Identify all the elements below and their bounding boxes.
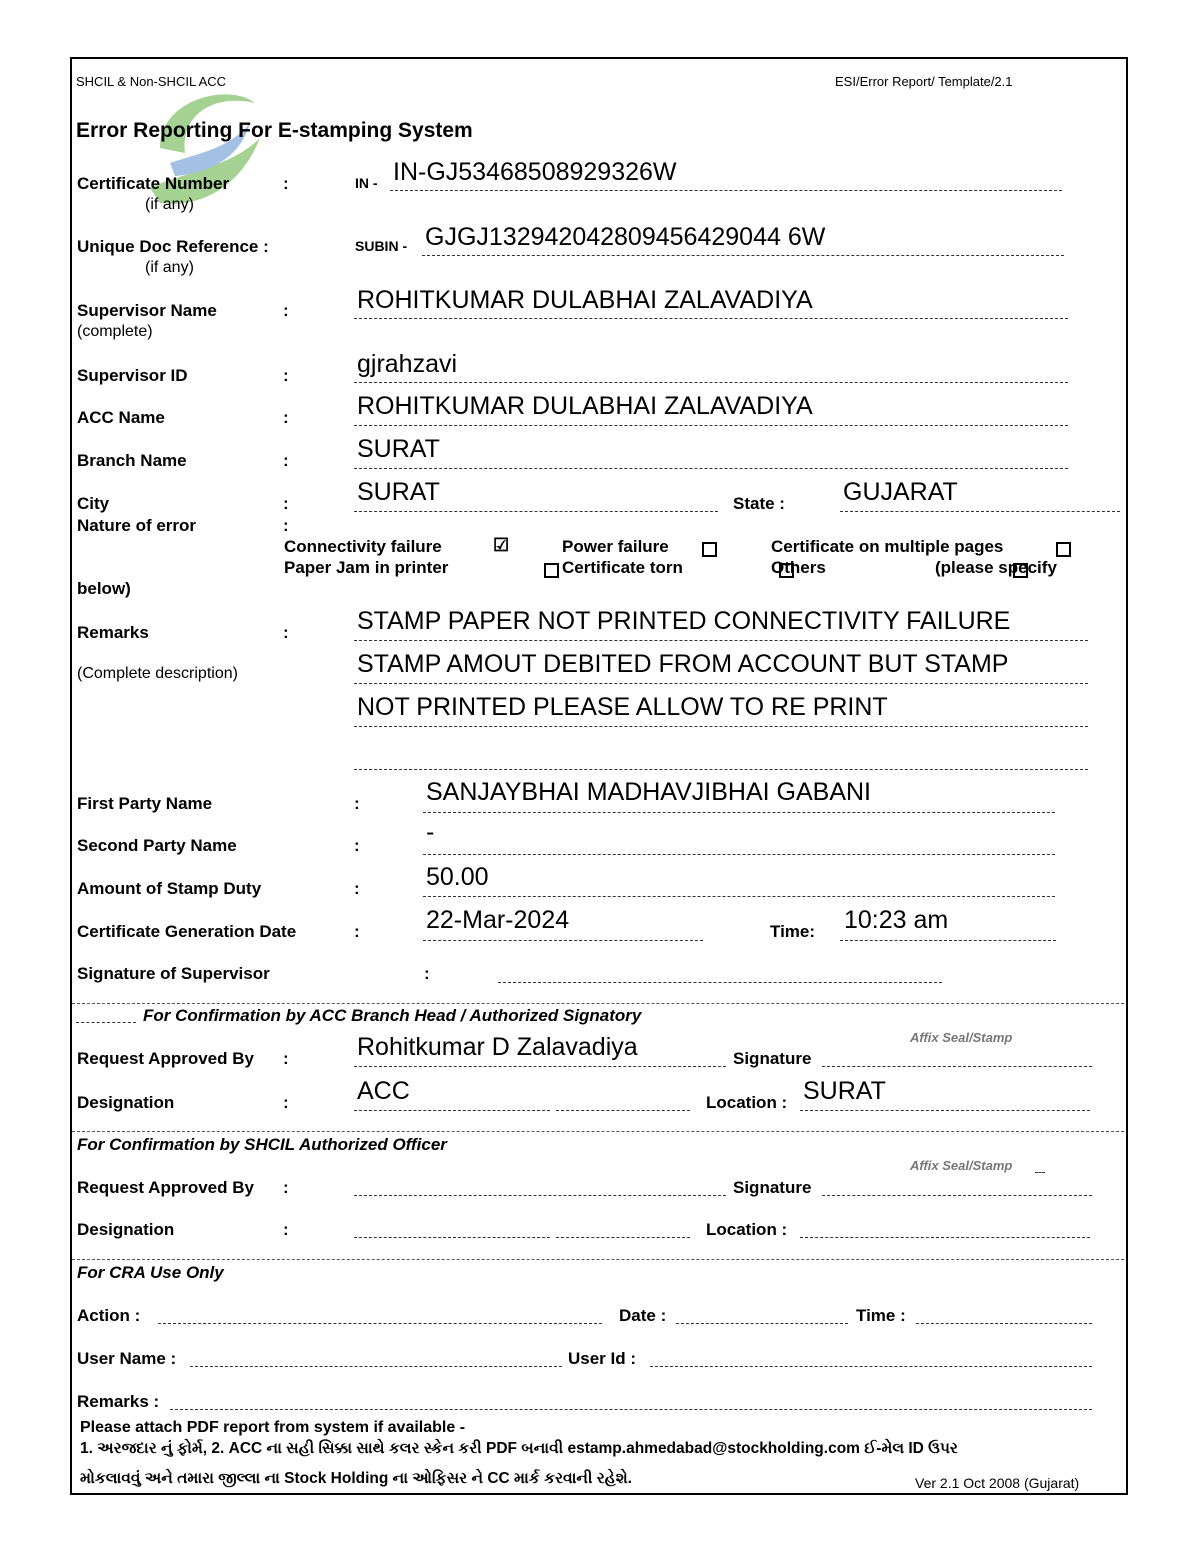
colon: : (424, 964, 430, 983)
header-left: SHCIL & Non-SHCIL ACC (76, 74, 227, 89)
underline (354, 511, 718, 512)
underline (800, 1110, 1090, 1111)
colon: : (283, 516, 289, 535)
version-text: Ver 2.1 Oct 2008 (Gujarat) (915, 1475, 1080, 1491)
cra-action-label: Action : (77, 1306, 141, 1325)
acc-location-value[interactable]: SURAT (803, 1077, 886, 1105)
first-party-value[interactable]: SANJAYBHAI MADHAVJIBHAI GABANI (426, 778, 872, 806)
userid-input[interactable] (650, 1366, 1092, 1367)
underline (354, 1110, 550, 1111)
nature-of-error-label: Nature of error (77, 516, 197, 535)
affix-seal-text: Affix Seal/Stamp (910, 1030, 1013, 1045)
cra-username-label: User Name : (77, 1349, 177, 1368)
branch-name-label: Branch Name (77, 451, 187, 470)
supervisor-name-value[interactable]: ROHITKUMAR DULABHAI ZALAVADIYA (357, 286, 813, 314)
approved-by-input[interactable] (354, 1195, 726, 1196)
supervisor-name-sub: (complete) (77, 323, 153, 340)
underline (354, 382, 1068, 383)
colon: : (283, 301, 289, 320)
acc-designation-label: Designation (77, 1093, 175, 1112)
underline (354, 425, 1068, 426)
time-label: Time: (770, 922, 816, 941)
acc-designation-value[interactable]: ACC (357, 1077, 410, 1105)
underline (354, 683, 1088, 684)
designation-input[interactable] (354, 1237, 550, 1238)
colon: : (283, 494, 289, 513)
option-label: Paper Jam in printer (284, 558, 449, 577)
checked-box-icon[interactable]: ☑ (493, 535, 510, 555)
amount-value[interactable]: 50.00 (426, 863, 489, 891)
others-note: (please specify (935, 558, 1057, 577)
date-input[interactable] (676, 1323, 848, 1324)
underline (354, 769, 1088, 770)
colon: : (283, 1220, 289, 1239)
underline (556, 1237, 690, 1238)
city-value[interactable]: SURAT (357, 478, 440, 506)
colon: : (354, 836, 360, 855)
remarks-line[interactable]: STAMP AMOUT DEBITED FROM ACCOUNT BUT STAMP (357, 650, 1009, 678)
unique-doc-ref-sub: (if any) (145, 259, 194, 276)
in-prefix: IN - (355, 175, 378, 191)
first-party-label: First Party Name (77, 794, 213, 813)
colon: : (283, 366, 289, 385)
remarks-sub: (Complete description) (77, 665, 238, 682)
supervisor-id-value[interactable]: gjrahzavi (357, 350, 458, 378)
supervisor-name-label: Supervisor Name (77, 301, 217, 320)
acc-name-label: ACC Name (77, 408, 165, 427)
acc-approved-value[interactable]: Rohitkumar D Zalavadiya (357, 1033, 638, 1061)
colon: : (283, 174, 289, 193)
attach-note: Please attach PDF report from system if available - (80, 1419, 466, 1436)
cra-heading: For CRA Use Only (77, 1263, 224, 1282)
shcil-approved-label: Request Approved By (77, 1178, 254, 1197)
option-multiple-pages[interactable] (771, 537, 1003, 557)
cra-remarks-label: Remarks : (77, 1392, 160, 1411)
remarks-line[interactable]: NOT PRINTED PLEASE ALLOW TO RE PRINT (357, 693, 888, 721)
acc-signature-label: Signature (733, 1049, 812, 1068)
underline (354, 318, 1068, 319)
colon: : (283, 623, 289, 642)
second-party-value[interactable]: - (426, 818, 435, 846)
option-label: Certificate on multiple pages (771, 537, 1004, 556)
underline (840, 940, 1056, 941)
underline (556, 1110, 690, 1111)
option-label: Certificate torn (562, 558, 683, 577)
acc-location-label: Location : (706, 1093, 788, 1112)
second-party-label: Second Party Name (77, 836, 237, 855)
header-right: ESI/Error Report/ Template/2.1 (835, 74, 1013, 89)
option-label: Connectivity failure (284, 537, 442, 556)
acc-approved-label: Request Approved By (77, 1049, 254, 1068)
remarks-input[interactable] (170, 1409, 1092, 1410)
cra-userid-label: User Id : (568, 1349, 637, 1368)
underline (840, 511, 1120, 512)
generation-date-value[interactable]: 22-Mar-2024 (426, 906, 570, 934)
subin-prefix: SUBIN - (355, 238, 408, 254)
option-label: Others (771, 558, 826, 577)
action-input[interactable] (158, 1323, 602, 1324)
colon: : (283, 1093, 289, 1112)
colon: : (354, 879, 360, 898)
generation-date-label: Certificate Generation Date (77, 922, 297, 941)
cra-time-label: Time : (856, 1306, 906, 1325)
shcil-designation-label: Designation (77, 1220, 175, 1239)
state-value[interactable]: GUJARAT (843, 478, 958, 506)
underline (423, 812, 1055, 813)
underline (354, 1066, 726, 1067)
underline (423, 940, 703, 941)
checkbox-icon[interactable] (702, 542, 717, 557)
time-input[interactable] (916, 1323, 1092, 1324)
underline (390, 190, 1062, 191)
certificate-number-sub: (if any) (145, 196, 194, 213)
username-input[interactable] (190, 1366, 562, 1367)
checkbox-icon[interactable] (1056, 542, 1071, 557)
colon: : (283, 408, 289, 427)
colon: : (283, 1178, 289, 1197)
underline (422, 255, 1064, 256)
colon: : (354, 794, 360, 813)
location-input[interactable] (800, 1237, 1090, 1238)
colon: : (354, 922, 360, 941)
branch-name-value[interactable]: SURAT (357, 435, 440, 463)
shcil-confirmation-heading: For Confirmation by SHCIL Authorized Officer (77, 1135, 447, 1154)
supervisor-signature-label: Signature of Supervisor (77, 964, 270, 983)
below-text: below) (77, 579, 131, 598)
acc-confirmation-heading: For Confirmation by ACC Branch Head / Authorized Signatory (143, 1006, 642, 1025)
shcil-signature-label: Signature (733, 1178, 812, 1197)
underline (1035, 1172, 1045, 1173)
option-torn[interactable] (562, 558, 683, 578)
underline (354, 640, 1088, 641)
certificate-number-label: Certificate Number (77, 174, 230, 193)
form-border (70, 57, 1128, 1495)
unique-doc-ref-label: Unique Doc Reference : (77, 237, 269, 256)
shcil-location-label: Location : (706, 1220, 788, 1239)
colon: : (283, 451, 289, 470)
option-others[interactable] (771, 558, 826, 578)
option-label: Power failure (562, 537, 669, 556)
acc-name-value[interactable]: ROHITKUMAR DULABHAI ZALAVADIYA (357, 392, 813, 420)
option-connectivity[interactable] (284, 537, 442, 557)
remarks-label: Remarks (77, 623, 149, 642)
option-power[interactable] (562, 537, 669, 557)
city-label: City (77, 494, 110, 513)
colon: : (283, 1049, 289, 1068)
supervisor-id-label: Supervisor ID (77, 366, 188, 385)
divider (72, 1003, 1124, 1004)
underline (354, 468, 1068, 469)
signature-line[interactable] (822, 1066, 1092, 1067)
certificate-number-value[interactable]: IN-GJ53468508929326W (393, 158, 677, 186)
affix-seal-text: Affix Seal/Stamp (910, 1158, 1013, 1173)
divider (72, 1259, 1124, 1260)
checkbox-icon[interactable] (544, 563, 559, 578)
cra-date-label: Date : (619, 1306, 667, 1325)
state-label: State : (733, 494, 785, 513)
underline (76, 1022, 136, 1023)
gujarati-line-1: 1. અરજદાર નું ફોર્મ, 2. ACC ના સહી સિક્કા સાથે કલર સ્કેન કરી PDF બનાવી estamp.ahmedabad@stockholding.com ઈ-મેલ ID ઉપર (80, 1440, 958, 1457)
underline (423, 896, 1055, 897)
remarks-line[interactable]: STAMP PAPER NOT PRINTED CONNECTIVITY FAILURE (357, 607, 1011, 635)
signature-line[interactable] (498, 982, 942, 983)
underline (354, 726, 1088, 727)
amount-label: Amount of Stamp Duty (77, 879, 262, 898)
divider (72, 1131, 1124, 1132)
unique-doc-ref-value[interactable]: GJGJ132942042809456429044 6W (425, 223, 826, 251)
time-value[interactable]: 10:23 am (844, 906, 949, 934)
option-paper-jam[interactable] (284, 558, 448, 578)
underline (423, 854, 1055, 855)
signature-line[interactable] (822, 1195, 1092, 1196)
gujarati-line-2: મોકલાવવું અને તમારા જીલ્લા ના Stock Holding ના ઓફિસર ને CC માર્ક કરવાની રહેશે. (80, 1470, 632, 1487)
page-title: Error Reporting For E-stamping System (76, 119, 473, 142)
